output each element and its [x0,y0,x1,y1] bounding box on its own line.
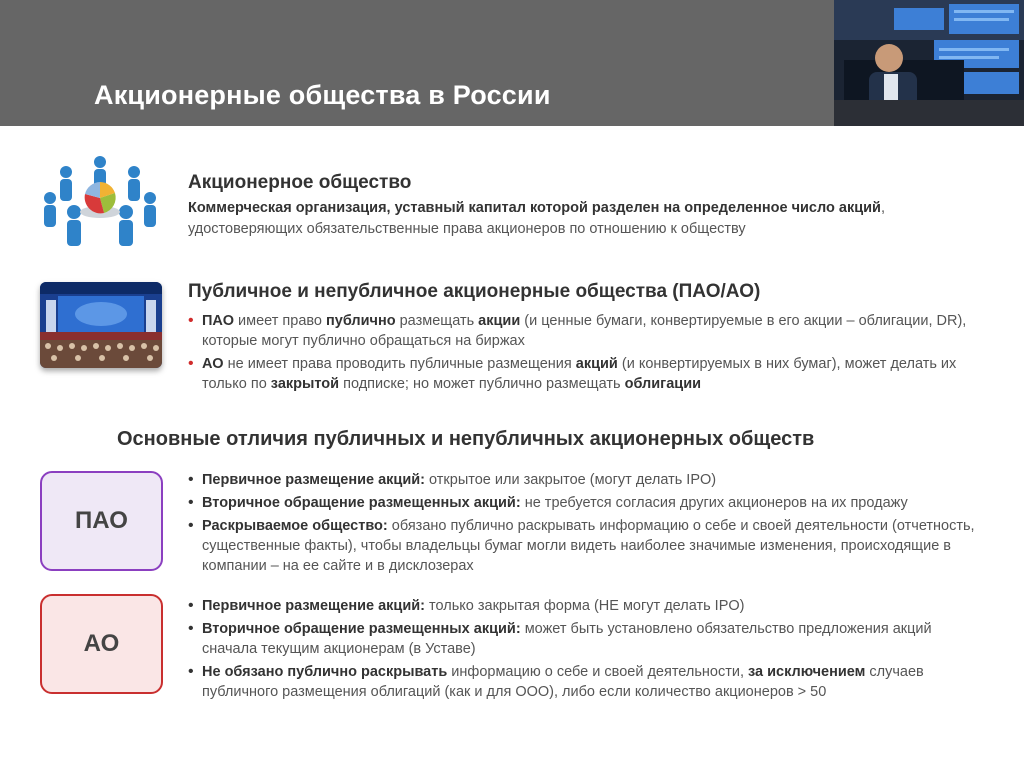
list-item [188,493,988,513]
bold-term: Вторичное обращение размещенных акций: [202,621,521,637]
jsc-definition [188,198,978,240]
list-item [188,516,988,576]
list-item [188,311,978,351]
shareholders-pie-chart-icon [38,150,163,250]
bold-term: закрытой [270,376,340,392]
pao-label-box [40,471,163,571]
bold-term: Раскрываемое общество: [202,518,388,534]
text-fragment: открытое или закрытое (могут делать IPO) [425,472,717,488]
bold-term: акций [575,356,618,372]
text-fragment: информацию о себе и своей деятельности, [447,664,749,680]
text-fragment: имеет право [233,313,327,329]
text-fragment: не имеет права проводить публичные размещения [223,356,576,372]
text-fragment: случаев публичного размещения облигаций (как и для ООО), либо если количество акционеров > 50 [202,664,924,700]
text-fragment: подписке; но может публично размещать [339,376,625,392]
jsc-definition-rest: , удостоверяющих обязательственные права акционеров по отношению к обществу [188,200,885,237]
text-fragment: не требуется согласия других акционеров на их продажу [520,495,908,511]
page-title: Акционерные общества в России [94,80,551,110]
bold-term: Первичное размещение акций: [202,472,425,488]
bold-term: акции [478,313,521,329]
text-fragment: (и конвертируемых в них бумаг), может делать их только по [202,356,957,392]
list-item [188,596,978,616]
text-fragment: (и ценные бумаги, конвертируемые в его акции – облигации, DR), которые могут публично обращаться на биржах [202,313,967,349]
text-fragment: только закрытая форма (НЕ могут делать IPO) [425,598,745,614]
conference-hall-photo [40,282,162,368]
bold-term: Вторичное обращение размещенных акций: [202,495,521,511]
bold-term: облигации [624,376,702,392]
bold-term: публично [326,313,396,329]
text-fragment: размещать [395,313,479,329]
pao-label: ПАО [75,507,128,534]
ao-label-box [40,594,163,694]
bold-term: за исключением [748,664,866,680]
differences-heading: Основные отличия публичных и непубличных акционерных обществ [117,428,815,450]
ao-bullet-list [188,596,978,705]
text-fragment: может быть установлено обязательство предложения акций сначала текущим акционерам (в Уставе) [202,621,932,657]
bold-term: ПАО [202,313,234,329]
pao-ao-bullet-list [188,311,978,397]
section-title-pao-ao: Публичное и непубличное акционерные общества (ПАО/АО) [188,281,761,302]
stock-exchange-photo [834,0,1024,126]
text-fragment: обязано публично раскрывать информацию о себе и своей деятельности (отчетность, существенные факты), чтобы владельцы бумаг могли видеть наиболее значимые изменения, происходящие в компании – на ее сайте и в дисклозерах [202,518,975,574]
bold-term: Первичное размещение акций: [202,598,425,614]
ao-label: АО [83,630,120,657]
list-item [188,619,978,659]
list-item [188,470,988,490]
header-bar [0,0,1024,126]
bold-term: АО [202,356,224,372]
section-title-jsc: Акционерное общество [188,172,412,193]
list-item [188,662,978,702]
list-item [188,354,978,394]
jsc-definition-bold: Коммерческая организация, уставный капитал которой разделен на определенное число акций [188,200,881,216]
pao-bullet-list [188,470,988,579]
bold-term: Не обязано публично раскрывать [202,664,448,680]
